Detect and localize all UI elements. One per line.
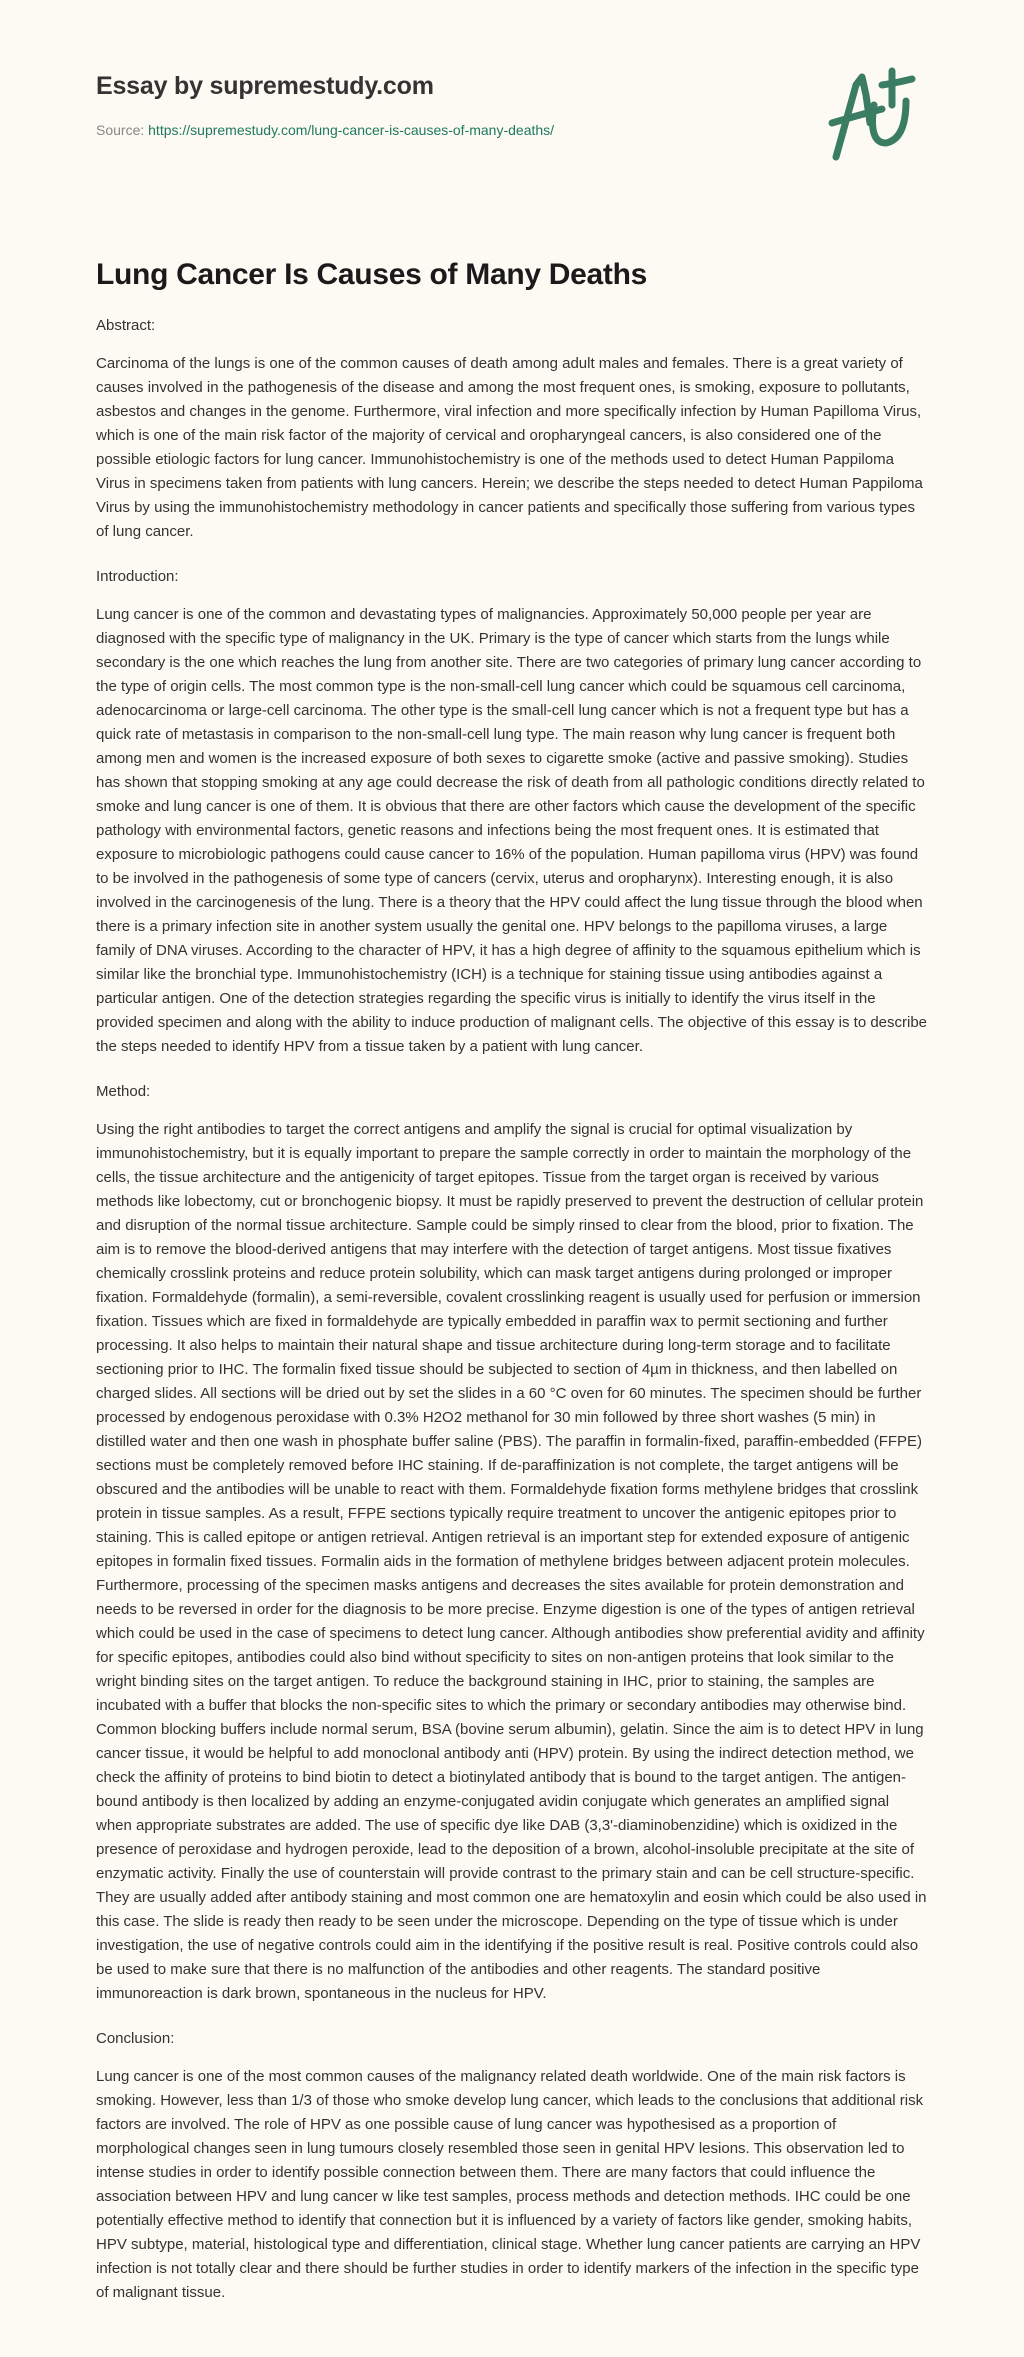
site-title: Essay by supremestudy.com [96, 72, 434, 100]
section-paragraph: Lung cancer is one of the most common causes of the malignancy related death worldwide. One of the main risk factors is smoking. However, less than 1/3 of those who smoke develop lung cancer, which leads to the conclusions that additional risk factors are involved. The role of HPV as one possible cause of lung cancer was hypothesised as a proportion of morphological changes seen in lung tumours closely resembled those seen in genital HPV lesions. This observation led to intense studies in order to identify possible connection between them. There are many factors that could influence the association between HPV and lung cancer w like test samples, process methods and detection methods. IHC could be one potentially effective method to identify that connection but it is influenced by a variety of factors like gender, smoking habits, HPV subtype, material, histological type and differentiation, clinical stage. Whether lung cancer patients are carrying an HPV infection is not totally clear and there should be further studies in order to identify markers of the infection in the specific type of malignant tissue. [96, 2068, 924, 2301]
section-introduction [96, 566, 928, 1059]
section-label: Conclusion: [96, 2030, 175, 2047]
essay-body [96, 255, 928, 2305]
section-label: Introduction: [96, 568, 179, 585]
section-label: Method: [96, 1083, 151, 1100]
section-label: Abstract: [96, 317, 156, 334]
section-paragraph: Lung cancer is one of the common and devastating types of malignancies. Approximately 50,000 people per year are diagnosed with the specific type of malignancy in the UK. Primary is the type of cancer which starts from the lungs while secondary is the one which reaches the lung from another site. There are two categories of primary lung cancer according to the type of origin cells. The most common type is the non-small-cell lung cancer which could be squamous cell carcinoma, adenocarcinoma or large-cell carcinoma. The other type is the small-cell lung cancer which is not a frequent type but has a quick rate of metastasis in comparison to the non-small-cell lung type. The main reason why lung cancer is frequent both among men and women is the increased exposure of both sexes to cigarette smoke (active and passive smoking). Studies has shown that stopping smoking at any age could decrease the risk of death from all pathologic conditions directly related to smoke and lung cancer is one of them. It is obvious that there are other factors which cause the development of the specific pathology with environmental factors, genetic reasons and infections being the most frequent ones. It is estimated that exposure to microbiologic pathogens could cause cancer to 16% of the population. Human papilloma virus (HPV) was found to be involved in the pathogenesis of some type of cancers (cervix, uterus and oropharynx). Interesting enough, it is also involved in the carcinogenesis of the lung. There is a theory that the HPV could affect the lung tissue through the blood when there is a primary infection site in another system usually the genital one. HPV belongs to the papilloma viruses, a large family of DNA viruses. According to the character of HPV, it has a high degree of affinity to the squamous epithelium which is similar like the bronchial type. Immunohistochemistry (ICH) is a technique for staining tissue using antibodies against a particular antigen. One of the detection strategies regarding the specific virus is initially to identify the virus itself in the provided specimen and along with the ability to induce production of malignant cells. The objective of this essay is to describe the steps needed to identify HPV from a tissue taken by a patient with lung cancer. [96, 606, 928, 1055]
section-conclusion [96, 2028, 928, 2305]
section-method [96, 1081, 928, 2006]
source-label: Source: [96, 122, 149, 138]
page-header [96, 0, 928, 230]
a-plus-logo-icon [822, 65, 932, 165]
section-paragraph: Carcinoma of the lungs is one of the common causes of death among adult males and females. There is a great variety of causes involved in the pathogenesis of the disease and among the most frequent ones, is smoking, exposure to pollutants, asbestos and changes in the genome. Furthermore, viral infection and more specifically infection by Human Papilloma Virus, which is one of the main risk factor of the majority of cervical and oropharyngeal cancers, is also considered one of the possible etiologic factors for lung cancer. Immunohistochemistry is one of the methods used to detect Human Pappiloma Virus in specimens taken from patients with lung cancers. Herein; we describe the steps needed to detect Human Pappiloma Virus by using the immunohistochemistry methodology in cancer patients and specifically those suffering from various types of lung cancer. [96, 355, 923, 540]
section-paragraph: Using the right antibodies to target the correct antigens and amplify the signal is crucial for optimal visualization by immunohistochemistry, but it is equally important to prepare the sample correctly in order to maintain the morphology of the cells, the tissue architecture and the antigenicity of target epitopes. Tissue from the target organ is received by various methods like lobectomy, cut or bronchogenic biopsy. It must be rapidly preserved to prevent the destruction of cellular protein and disruption of the normal tissue architecture. Sample could be simply rinsed to clear from the blood, prior to fixation. The aim is to remove the blood-derived antigens that may interfere with the detection of target antigens. Most tissue fixatives chemically crosslink proteins and reduce protein solubility, which can mask target antigens during prolonged or improper fixation. Formaldehyde (formalin), a semi-reversible, covalent crosslinking reagent is usually used for perfusion or immersion fixation. Tissues which are fixed in formaldehyde are typically embedded in paraffin wax to permit sectioning and further processing. It also helps to maintain their natural shape and tissue architecture during long-term storage and to facilitate sectioning prior to IHC. The formalin fixed tissue should be subjected to section of 4µm in thickness, and then labelled on charged slides. All sections will be dried out by set the slides in a 60 °C oven for 60 minutes. The specimen should be further processed by endogenous peroxidase with 0.3% H2O2 methanol for 30 min followed by three short washes (5 min) in distilled water and then one wash in phosphate buffer saline (PBS). The paraffin in formalin-fixed, paraffin-embedded (FFPE) sections must be completely removed before IHC staining. If de-paraffinization is not complete, the target antigens will be obscured and the antibodies will be unable to react with them. Formaldehyde fixation forms methylene bridges that crosslink protein in tissue samples. As a result, FFPE sections typically require treatment to uncover the antigenic epitopes prior to staining. This is called epitope or antigen retrieval. Antigen retrieval is an important step for extended exposure of antigenic epitopes in formalin fixed tissues. Formalin aids in the formation of methylene bridges between adjacent protein molecules. Furthermore, processing of the specimen masks antigens and decreases the sites available for protein demonstration and needs to be reversed in order for the diagnosis to be more precise. Enzyme digestion is one of the types of antigen retrieval which could be used in the case of specimens to detect lung cancer. Although antibodies show preferential avidity and affinity for specific epitopes, antibodies could also bind without specificity to sites on non-antigen proteins that look similar to the wright binding sites on the target antigen. To reduce the background staining in IHC, prior to staining, the samples are incubated with a buffer that blocks the non-specific sites to which the primary or secondary antibodies may otherwise bind. Common blocking buffers include normal serum, BSA (bovine serum albumin), gelatin. Since the aim is to detect HPV in lung cancer tissue, it would be helpful to add monoclonal antibody anti (HPV) protein. By using the indirect detection method, we check the affinity of proteins to bind biotin to detect a biotinylated antibody that is bound to the target antigen. The antigen-bound antibody is then localized by adding an enzyme-conjugated avidin conjugate which generates an amplified signal when appropriate substrates are added. The use of specific dye like DAB (3,3'-diaminobenzidine) which is oxidized in the presence of peroxidase and hydrogen peroxide, lead to the deposition of a brown, alcohol-insoluble precipitate at the site of enzymatic activity. Finally the use of counterstain will provide contrast to the primary stain and can be cell structure-specific. They are usually added after antibody staining and most common one are hematoxylin and eosin which could be also used in this case. The slide is ready then ready to be seen under the microscope. Depending on the type of tissue which is under investigation, the use of negative controls could aim in the identifying if the positive result is real. Positive controls could also be used to make sure that there is no malfunction of the antibodies and other reagents. The standard positive immunoreaction is dark brown, spontaneous in the nucleus for HPV. [96, 1121, 927, 2002]
source-line [96, 122, 554, 138]
section-abstract [96, 315, 928, 544]
source-link[interactable]: https://supremestudy.com/lung-cancer-is-causes-of-many-deaths/ [148, 122, 555, 138]
essay-title: Lung Cancer Is Causes of Many Deaths [96, 258, 648, 291]
